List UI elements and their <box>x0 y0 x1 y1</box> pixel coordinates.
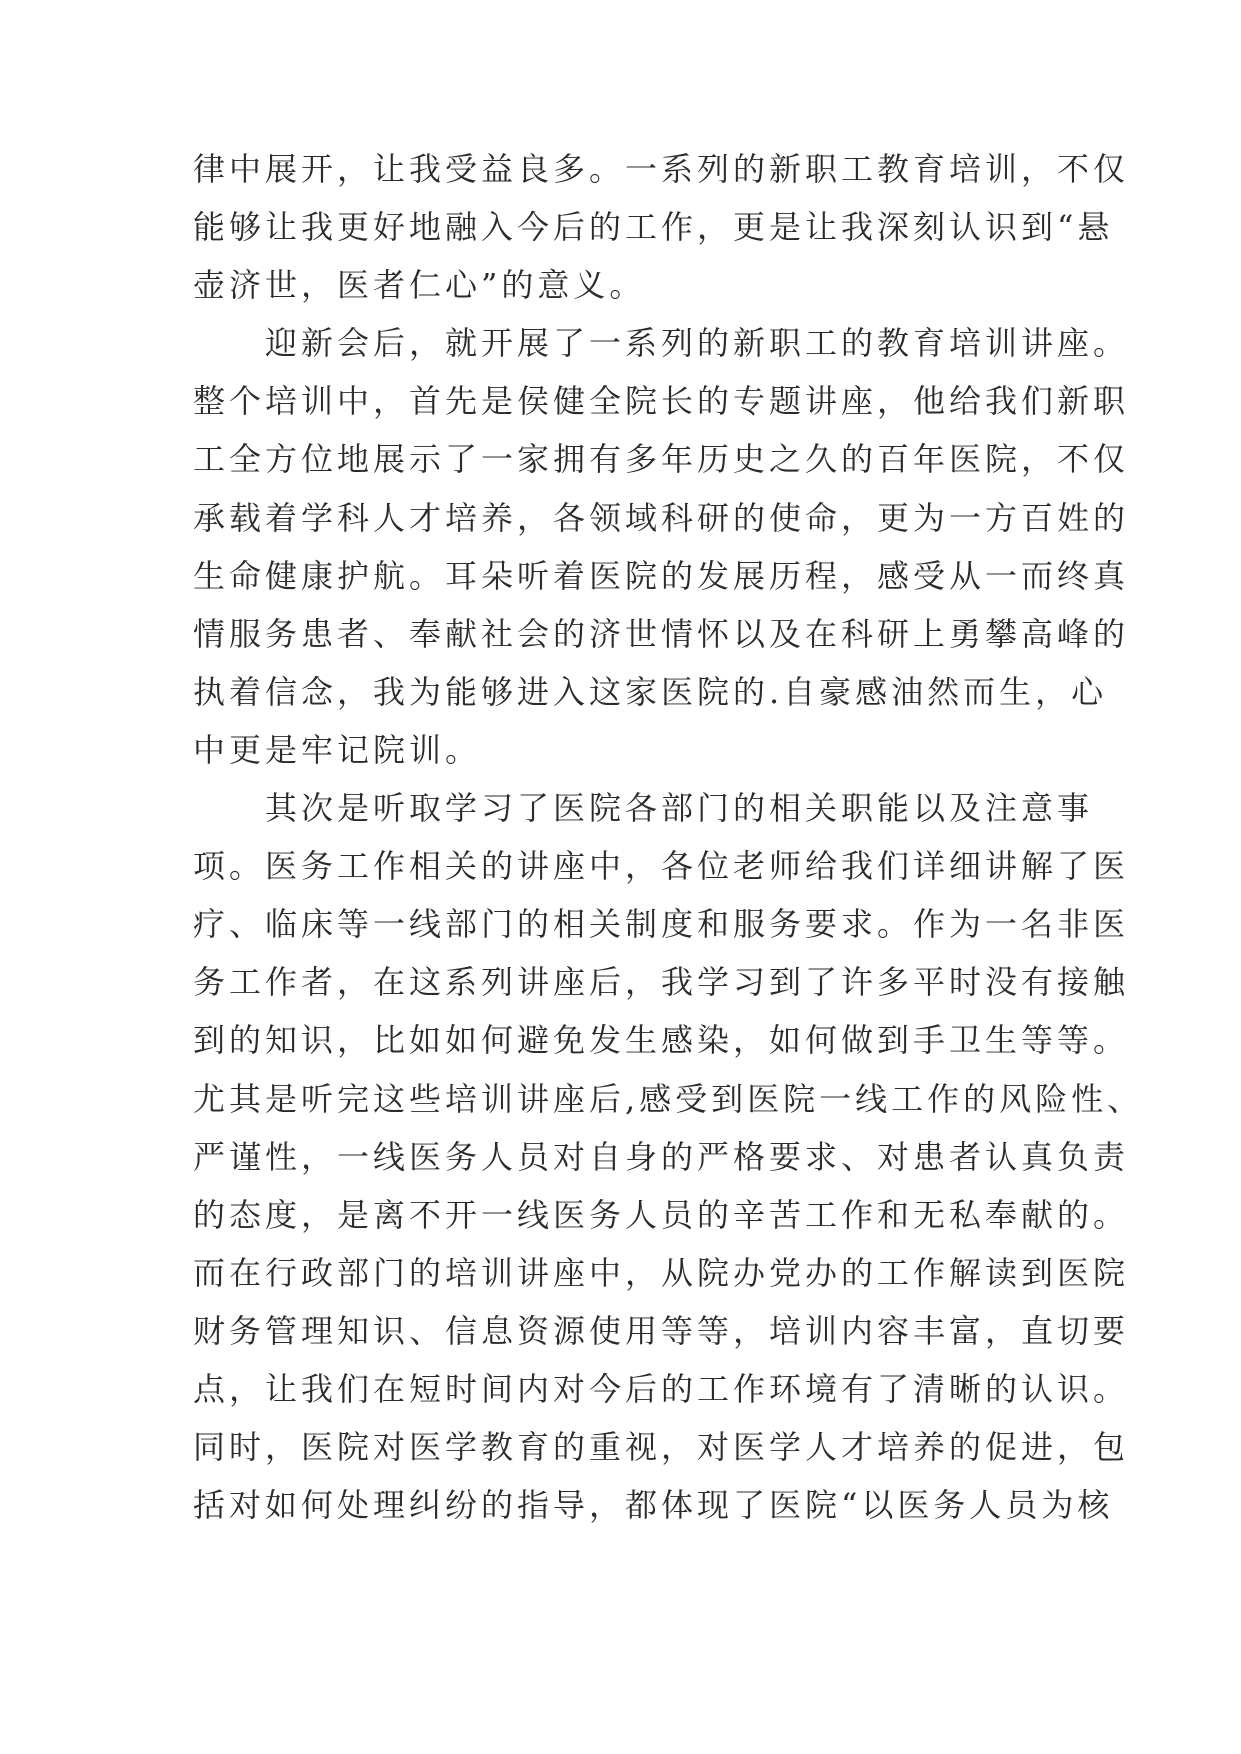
text-line: 迎新会后，就开展了一系列的新职工的教育培训讲座。 <box>193 324 1130 363</box>
text-line: 执着信念，我为能够进入这家医院的.自豪感油然而生，心 <box>193 672 1108 711</box>
text-line: 同时，医院对医学教育的重视，对医学人才培养的促进，包 <box>193 1428 1130 1467</box>
text-line: 到的知识，比如如何避免发生感染，如何做到手卫生等等。 <box>193 1021 1130 1060</box>
text-line: 壶济世，医者仁心”的意义。 <box>193 266 646 305</box>
text-line: 括对如何处理纠纷的指导，都体现了医院“以医务人员为核 <box>193 1486 1114 1525</box>
text-line: 生命健康护航。耳朵听着医院的发展历程，感受从一而终真 <box>193 556 1130 595</box>
text-line: 情服务患者、奉献社会的济世情怀以及在科研上勇攀高峰的 <box>193 614 1130 653</box>
text-line: 其次是听取学习了医院各部门的相关职能以及注意事 <box>193 789 1094 828</box>
text-line: 点，让我们在短时间内对今后的工作环境有了清晰的认识。 <box>193 1369 1130 1408</box>
text-line: 尤其是听完这些培训讲座后,感受到医院一线工作的风险性、 <box>193 1079 1144 1118</box>
text-line: 整个培训中，首先是侯健全院长的专题讲座，他给我们新职 <box>193 382 1130 421</box>
text-line: 严谨性，一线医务人员对自身的严格要求、对患者认真负责 <box>193 1137 1130 1176</box>
text-line: 中更是牢记院训。 <box>193 730 482 769</box>
text-line: 的态度，是离不开一线医务人员的辛苦工作和无私奉献的。 <box>193 1195 1130 1234</box>
text-line: 能够让我更好地融入今后的工作，更是让我深刻认识到“悬 <box>193 208 1114 247</box>
text-line: 承载着学科人才培养，各领域科研的使命，更为一方百姓的 <box>193 498 1130 537</box>
text-line: 项。医务工作相关的讲座中，各位老师给我们详细讲解了医 <box>193 847 1130 886</box>
text-line: 务工作者，在这系列讲座后，我学习到了许多平时没有接触 <box>193 963 1130 1002</box>
body-text <box>193 140 1144 1534</box>
text-line: 而在行政部门的培训讲座中，从院办党办的工作解读到医院 <box>193 1253 1130 1292</box>
text-line: 律中展开，让我受益良多。一系列的新职工教育培训，不仅 <box>193 150 1130 188</box>
text-line: 财务管理知识、信息资源使用等等，培训内容丰富，直切要 <box>193 1311 1130 1350</box>
text-line: 疗、临床等一线部门的相关制度和服务要求。作为一名非医 <box>193 905 1130 944</box>
text-line: 工全方位地展示了一家拥有多年历史之久的百年医院，不仅 <box>193 440 1130 479</box>
